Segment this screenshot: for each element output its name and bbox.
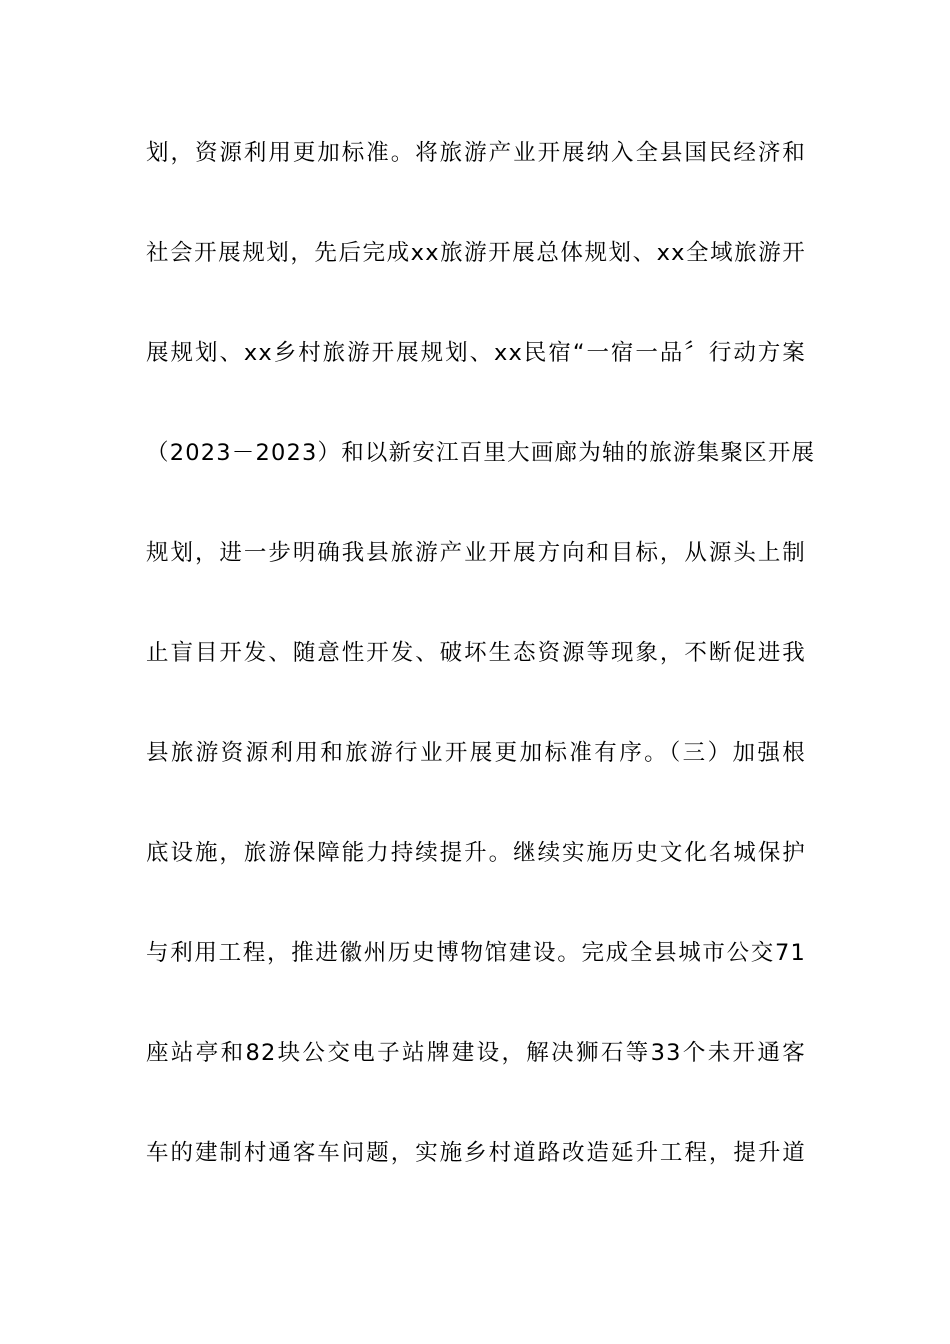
text-line-10: 座站亭和82块公交电子站牌建设，解决狮石等33个未开通客 [146,1040,806,1066]
text-line-8: 底设施，旅游保障能力持续提升。继续实施历史文化名城保护 [146,840,806,866]
text-line-7: 县旅游资源利用和旅游行业开展更加标准有序。（三）加强根 [146,740,806,766]
body-text [146,130,816,1230]
text-line-6: 止盲目开发、随意性开发、破坏生态资源等现象，不断促进我 [146,640,806,666]
text-line-5: 规划，进一步明确我县旅游产业开展方向和目标，从源头上制 [146,540,806,566]
text-line-1: 划，资源利用更加标准。将旅游产业开展纳入全县国民经济和 [146,140,806,166]
text-line-4: （2023－2023）和以新安江百里大画廊为轴的旅游集聚区开展 [146,440,816,466]
text-line-11: 车的建制村通客车问题，实施乡村道路改造延升工程，提升道 [146,1140,806,1166]
text-line-2: 社会开展规划，先后完成xx旅游开展总体规划、xx全域旅游开 [146,240,806,266]
text-line-9: 与利用工程，推进徽州历史博物馆建设。完成全县城市公交71 [146,940,806,966]
text-line-3: 展规划、xx乡村旅游开展规划、xx民宿“一宿一品〞行动方案 [146,340,806,366]
